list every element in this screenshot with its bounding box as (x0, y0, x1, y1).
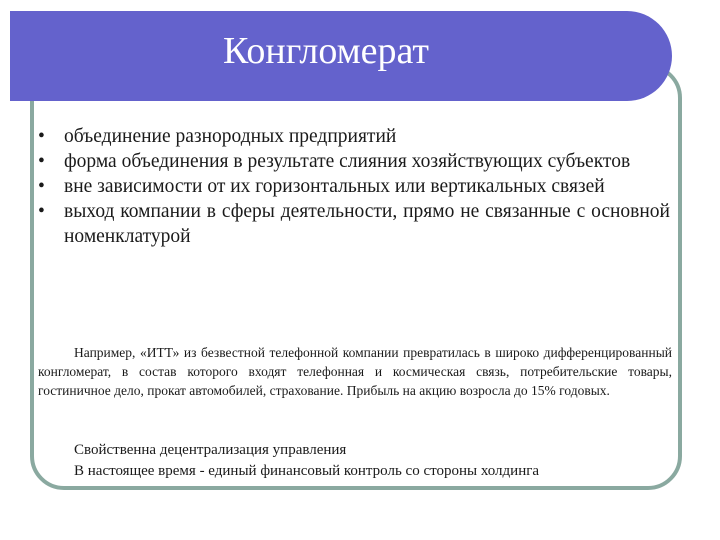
bullet-text: выход компании в сферы деятельности, прямо не связанные с основной номенклатурой (64, 201, 670, 247)
bullet-marker: • (38, 201, 45, 222)
bullet-text: вне зависимости от их горизонтальных или вертикальных связей (64, 176, 605, 197)
bullet-item (36, 124, 670, 149)
title-bar (10, 11, 672, 101)
bullet-marker: • (38, 151, 45, 172)
bullet-marker: • (38, 176, 45, 197)
note-line: Свойственна децентрализация управления (74, 442, 347, 458)
note-line: В настоящее время - единый финансовый контроль со стороны холдинга (74, 463, 540, 479)
bullet-marker: • (38, 126, 45, 147)
bullet-item (36, 199, 670, 249)
bullet-item (36, 174, 670, 199)
slide-title: Конгломерат (222, 30, 430, 72)
bullet-text: объединение разнородных предприятий (64, 126, 397, 147)
example-paragraph: Например, «ИТТ» из безвестной телефонной компании превратилась в широко дифференцированный конгломерат, в состав которого входят телефонная и космическая связь, потребительские товары, гостиничное дело, прокат автомобилей, страхование. Прибыль на акцию возросла до 15% годовых. (38, 345, 672, 398)
title-underline (40, 105, 646, 107)
bullet-item (36, 149, 670, 174)
bullet-text: форма объединения в результате слияния хозяйствующих субъектов (64, 151, 631, 172)
bullet-list (36, 124, 670, 249)
notes-block (74, 440, 664, 482)
